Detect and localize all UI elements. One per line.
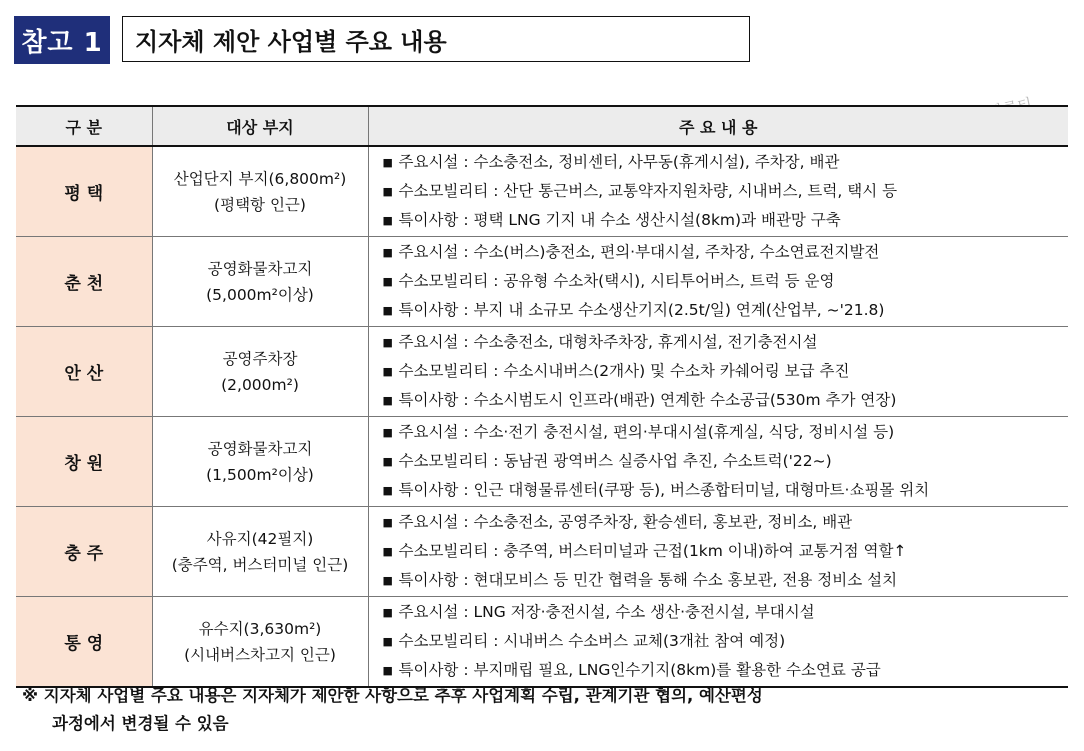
site-text: 공영화물차고지 — [207, 259, 313, 278]
square-bullet-icon: ■ — [382, 606, 393, 619]
content-item — [383, 238, 1068, 267]
content-item-text: 주요시설 : 수소충전소, 대형차주차장, 휴게시설, 전기충전시설 — [398, 333, 818, 351]
site-text: (5,000m²이상) — [206, 285, 314, 304]
region-cell: 평 택 — [16, 146, 152, 237]
content-item-text: 주요시설 : LNG 저장·충전시설, 수소 생산·충전시설, 부대시설 — [398, 603, 815, 621]
square-bullet-icon: ■ — [382, 185, 393, 198]
content-item-text: 수소모빌리티 : 동남권 광역버스 실증사업 추진, 수소트럭('22~) — [398, 452, 832, 470]
table-header-row — [16, 106, 1068, 146]
square-bullet-icon: ■ — [382, 574, 393, 587]
content-item-text: 수소모빌리티 : 시내버스 수소버스 교체(3개社 참여 예정) — [398, 632, 786, 650]
region-cell: 창 원 — [16, 417, 152, 507]
footnote-line-1: ※ 지자체 사업별 주요 내용은 지자체가 제안한 사항으로 추후 사업계획 수립, 관계기관 협의, 예산편성 — [22, 686, 763, 705]
table-row — [16, 597, 1068, 688]
content-item — [383, 148, 1068, 177]
content-cell — [368, 597, 1068, 688]
content-item — [383, 386, 1068, 415]
content-cell — [368, 237, 1068, 327]
content-cell — [368, 146, 1068, 237]
content-item — [383, 656, 1068, 685]
site-text: 공영주차장 — [222, 349, 298, 368]
square-bullet-icon: ■ — [382, 156, 393, 169]
square-bullet-icon: ■ — [382, 275, 393, 288]
site-text: (충주역, 버스터미널 인근) — [171, 555, 349, 574]
site-cell — [152, 417, 368, 507]
site-text: (2,000m²) — [221, 375, 299, 394]
site-cell — [152, 237, 368, 327]
square-bullet-icon: ■ — [382, 394, 393, 407]
site-cell — [152, 597, 368, 688]
square-bullet-icon: ■ — [382, 365, 393, 378]
square-bullet-icon: ■ — [382, 635, 393, 648]
content-item — [383, 177, 1068, 206]
square-bullet-icon: ■ — [382, 484, 393, 497]
region-cell: 춘 천 — [16, 237, 152, 327]
table-body — [16, 146, 1068, 687]
site-text: 산업단지 부지(6,800m²) — [173, 169, 347, 188]
square-bullet-icon: ■ — [382, 246, 393, 259]
site-cell — [152, 327, 368, 417]
content-item-text: 특이사항 : 인근 대형물류센터(쿠팡 등), 버스종합터미널, 대형마트·쇼핑몰 위치 — [398, 481, 930, 499]
content-item-text: 특이사항 : 부지매립 필요, LNG인수기지(8km)를 활용한 수소연료 공급 — [398, 661, 881, 679]
region-cell: 충 주 — [16, 507, 152, 597]
content-cell — [368, 327, 1068, 417]
content-item — [383, 508, 1068, 537]
header-content: 주 요 내 용 — [368, 106, 1068, 146]
content-item-text: 특이사항 : 현대모비스 등 민간 협력을 통해 수소 홍보관, 전용 정비소 설치 — [398, 571, 898, 589]
square-bullet-icon: ■ — [382, 426, 393, 439]
content-item-text: 수소모빌리티 : 산단 통근버스, 교통약자지원차량, 시내버스, 트럭, 택시 등 — [398, 182, 898, 200]
content-item-text: 특이사항 : 수소시범도시 인프라(배관) 연계한 수소공급(530m 추가 연장) — [398, 391, 897, 409]
content-item-text: 주요시설 : 수소충전소, 공영주차장, 환승센터, 홍보관, 정비소, 배관 — [398, 513, 853, 531]
header-site: 대상 부지 — [152, 106, 368, 146]
reference-badge: 참고 1 — [14, 16, 110, 64]
content-item — [383, 357, 1068, 386]
region-cell: 안 산 — [16, 327, 152, 417]
header-category: 구 분 — [16, 106, 152, 146]
content-item — [383, 447, 1068, 476]
table-row — [16, 237, 1068, 327]
content-item — [383, 267, 1068, 296]
table-row — [16, 417, 1068, 507]
square-bullet-icon: ■ — [382, 664, 393, 677]
proposal-table — [16, 105, 1068, 688]
site-text: 사유지(42필지) — [206, 529, 314, 548]
content-item — [383, 418, 1068, 447]
table-row — [16, 146, 1068, 237]
region-cell: 통 영 — [16, 597, 152, 688]
square-bullet-icon: ■ — [382, 214, 393, 227]
content-item — [383, 627, 1068, 656]
table-row — [16, 327, 1068, 417]
content-item-text: 특이사항 : 부지 내 소규모 수소생산기지(2.5t/일) 연계(산업부, ~'21.8) — [398, 301, 885, 319]
footnote — [22, 682, 763, 738]
site-text: (시내버스차고지 인근) — [184, 645, 336, 664]
document-header — [14, 16, 754, 64]
content-item-text: 주요시설 : 수소(버스)충전소, 편의·부대시설, 주차장, 수소연료전지발전 — [398, 243, 880, 261]
square-bullet-icon: ■ — [382, 455, 393, 468]
square-bullet-icon: ■ — [382, 336, 393, 349]
content-item — [383, 206, 1068, 235]
content-item — [383, 537, 1068, 566]
site-text: 공영화물차고지 — [207, 439, 313, 458]
footnote-line-2: 과정에서 변경될 수 있음 — [52, 714, 229, 733]
content-item — [383, 296, 1068, 325]
site-text: (평택항 인근) — [214, 195, 306, 214]
content-item-text: 수소모빌리티 : 충주역, 버스터미널과 근접(1km 이내)하여 교통거점 역할↑ — [398, 542, 907, 560]
site-cell — [152, 507, 368, 597]
content-item — [383, 566, 1068, 595]
site-text: (1,500m²이상) — [206, 465, 314, 484]
site-cell — [152, 146, 368, 237]
content-item-text: 특이사항 : 평택 LNG 기지 내 수소 생산시설(8km)과 배관망 구축 — [398, 211, 841, 229]
content-item-text: 수소모빌리티 : 공유형 수소차(택시), 시티투어버스, 트럭 등 운영 — [398, 272, 835, 290]
document-title: 지자체 제안 사업별 주요 내용 — [122, 16, 750, 62]
content-item — [383, 476, 1068, 505]
content-item-text: 수소모빌리티 : 수소시내버스(2개사) 및 수소차 카쉐어링 보급 추진 — [398, 362, 850, 380]
table-row — [16, 507, 1068, 597]
content-cell — [368, 507, 1068, 597]
square-bullet-icon: ■ — [382, 516, 393, 529]
square-bullet-icon: ■ — [382, 304, 393, 317]
content-item — [383, 328, 1068, 357]
content-item — [383, 598, 1068, 627]
square-bullet-icon: ■ — [382, 545, 393, 558]
site-text: 유수지(3,630m²) — [198, 619, 322, 638]
content-cell — [368, 417, 1068, 507]
content-item-text: 주요시설 : 수소충전소, 정비센터, 사무동(휴게시설), 주차장, 배관 — [398, 153, 840, 171]
content-item-text: 주요시설 : 수소·전기 충전시설, 편의·부대시설(휴게실, 식당, 정비시설 등) — [398, 423, 895, 441]
